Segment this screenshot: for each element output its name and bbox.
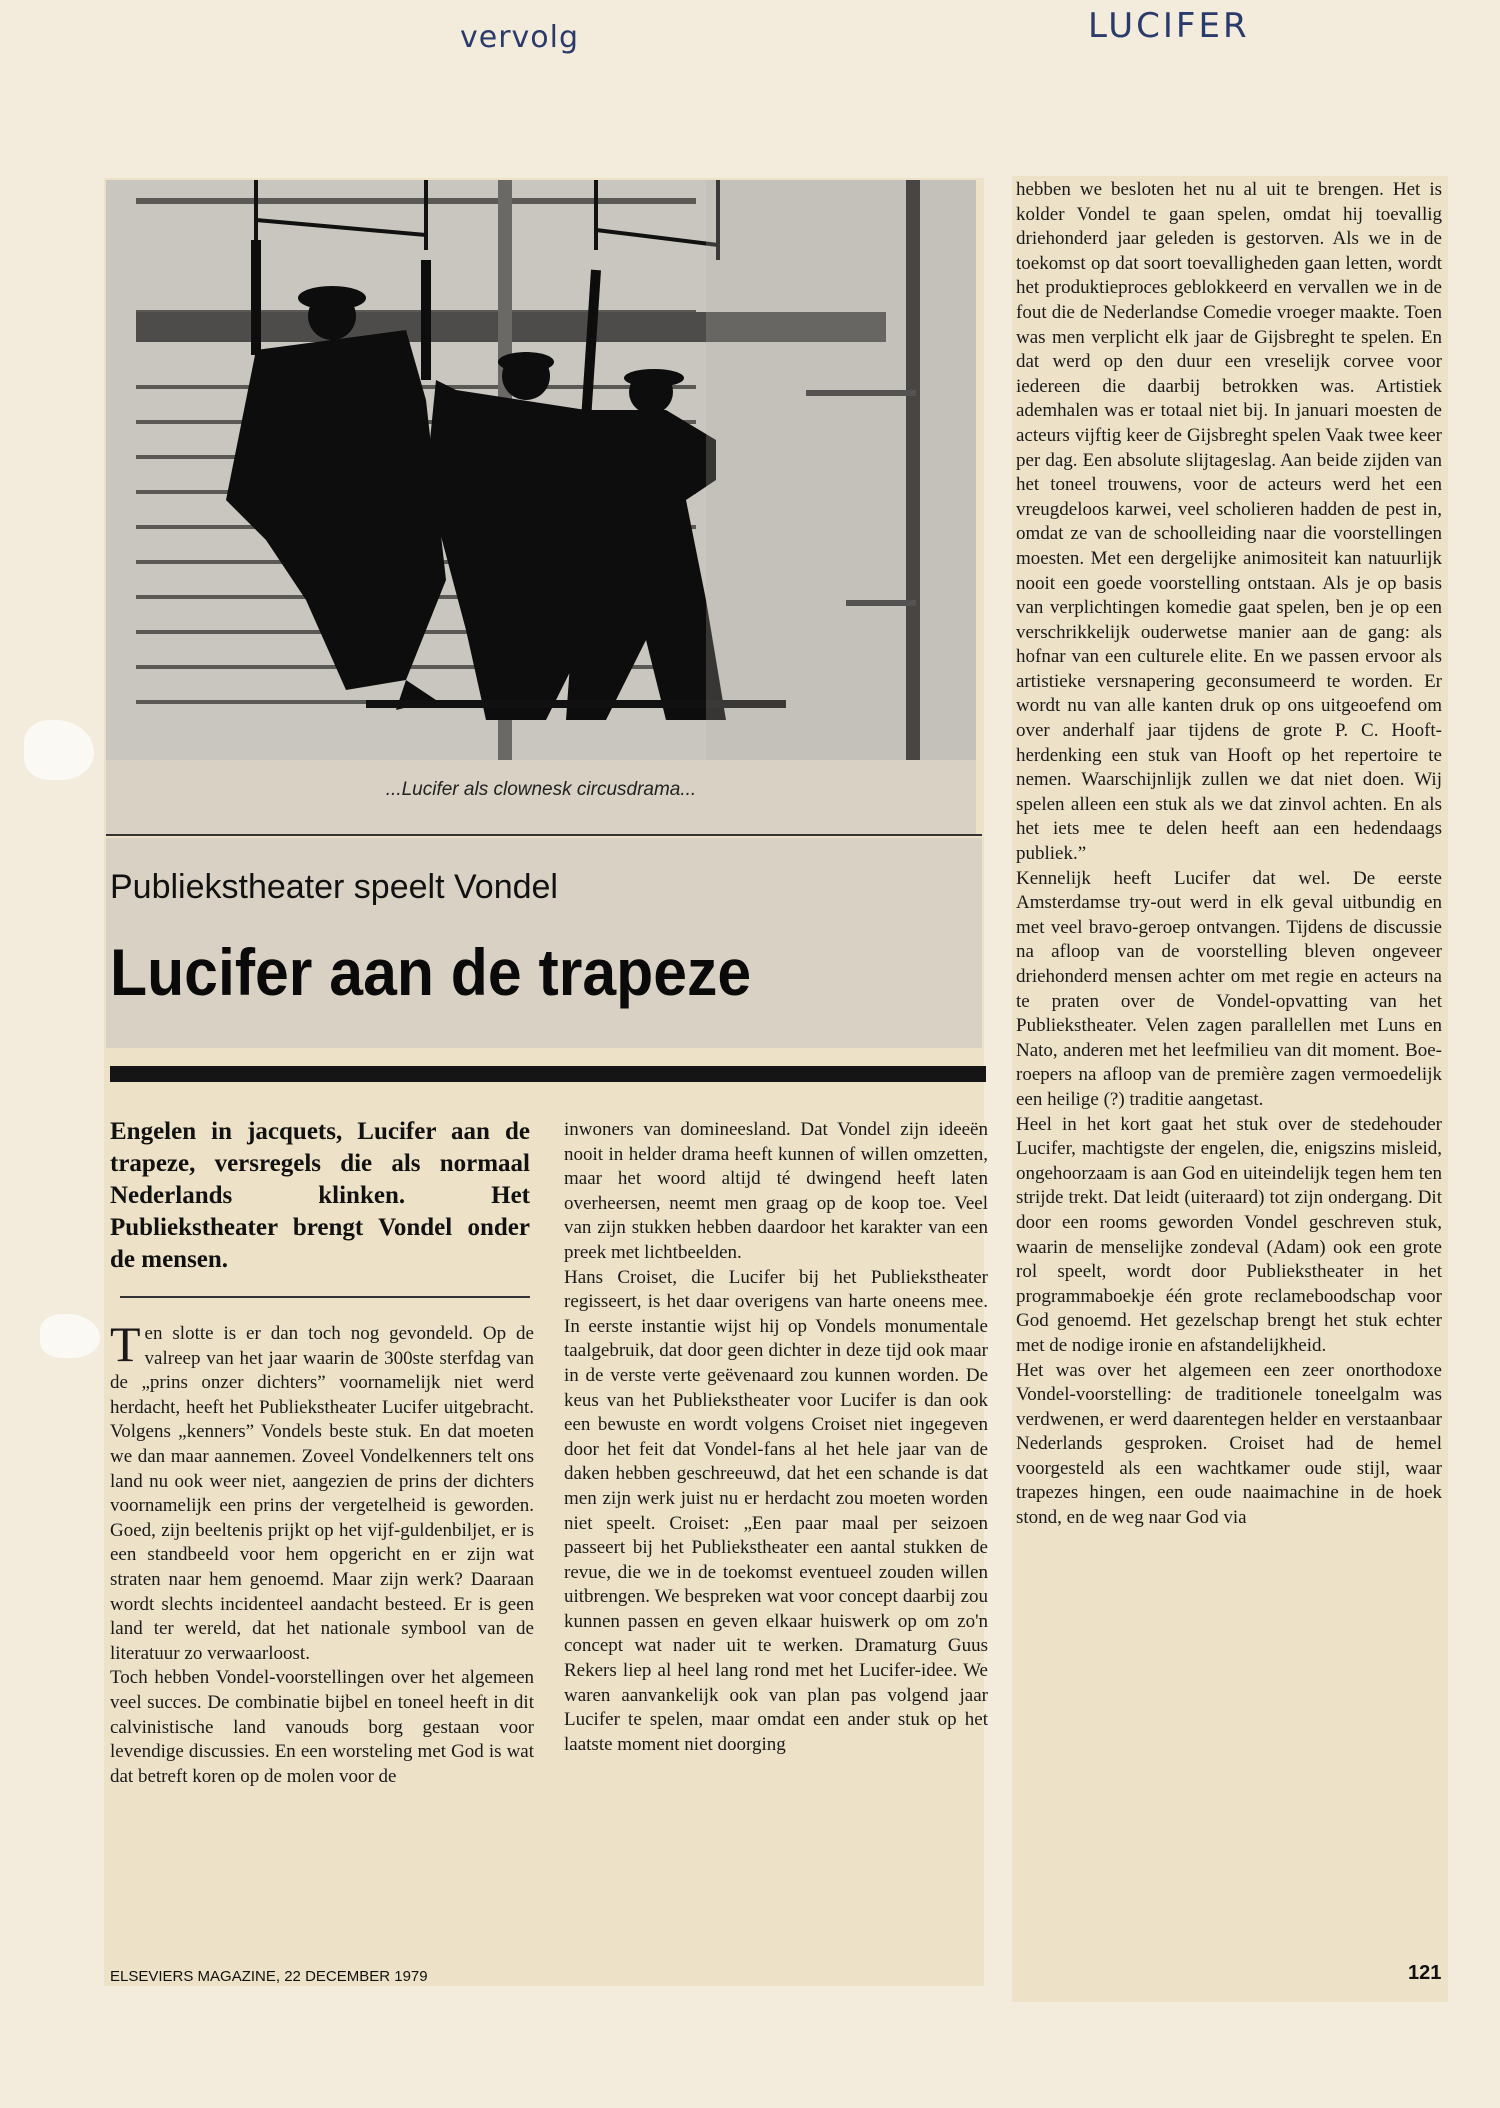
article-kicker: Publiekstheater speelt Vondel [110,868,558,906]
article-headline: Lucifer aan de trapeze [110,935,752,1009]
paragraph [110,1316,534,1666]
photo-trapeze-actors [106,180,976,760]
divider [120,1296,530,1298]
divider [106,834,982,836]
page-number: 121 [1408,1962,1442,1984]
magazine-footer: ELSEVIERS MAGAZINE, 22 DECEMBER 1979 [110,1968,428,1985]
photo-caption: ...Lucifer als clownesk circusdrama... [106,760,976,836]
handwritten-note-lucifer: LUCIFER [1088,6,1250,46]
paper-tear [40,1314,100,1358]
photo-illustration [106,180,976,760]
paragraph: Heel in het kort gaat het stuk over de stedehouder Lucifer, machtigste der engelen, die, enigszins misleid, ongehoorzaam is aan God en uiteindelijk tegen hem ten strijde trekt. Dat leidt (uiteraard) tot zijn ondergang. Dit door een rooms geworden Vondel geschreven stuk, waarin de menselijke zondeval (Adam) ook een grote rol speelt, wordt door Publiekstheater in het programmaboekje één grote reclameboodschap voor God genoemd. Het gezelschap brengt het stuk echter met de nodige ironie en afstandelijkheid. [1016,1113,1442,1356]
paragraph-text: en slotte is er dan toch nog gevondeld. Op de valreep van het jaar waarin de 300ste sterfdag van de „prins onzer dichters” voornamelijk niet werd herdacht, heeft het Publiekstheater Lucifer uitgebracht. Volgens „kenners” Vondels beste stuk. En dat moeten we dan maar aannemen. Zoveel Vondelkenners telt ons land nu ook weer niet, aangezien de prins der dichters voornamelijk een prins der vergetelheid is geworden. Goed, zijn beeltenis prijkt op het vijf-guldenbiljet, er is een standbeeld voor hem opgericht en er zijn wat straten naar hem genoemd. Maar zijn werk? Daaraan wordt slechts incidenteel aandacht besteed. Er is geen land ter wereld, dat het nationale symbool van de literatuur zo verwaarloost. [110,1323,534,1664]
paragraph: Kennelijk heeft Lucifer dat wel. De eerste Amsterdamse try-out werd in elk geval uitbundig en met veel bravo-geroep ontvangen. Tijdens de discussie na afloop van de voorstelling bleven ongeveer driehonderd mensen achter om met regie en acteurs na te praten over de Vondel-opvatting van het Publiekstheater. Velen zagen parallellen met Luns en Nato, anderen met het leefmilieu van dit moment. Boe-roepers na afloop van de première zagen vermoedelijk een heilige (?) traditie aangetast. [1016,867,1442,1110]
article-lede: Engelen in jacquets, Lucifer aan de trapeze, versregels die als normaal Nederlands klinken. Het Publiekstheater brengt Vondel onder de mensen. [110,1118,530,1273]
article-column-1 [110,1316,534,1789]
article-column-3 [1016,178,1442,1531]
paragraph: Hans Croiset, die Lucifer bij het Publiekstheater regisseert, is het daar overigens van harte oneens mee. In eerste instantie wijst hij op Vondels monumentale taalgebruik, dat door geen dichter in deze tijd ook maar in de verste verte geëvenaard zou kunnen worden. De keus van het Publiekstheater voor Lucifer is dan ook een bewuste en wordt volgens Croiset niet ingegeven door het feit dat Vondel-fans al het hele jaar van de daken hebben geschreeuwd, dat het een schande is dat men zijn werk juist nu er herdacht zou moeten worden niet speelt. Croiset: „Een paar maal per seizoen passeert bij het Publiekstheater een aantal stukken de revue, die we in de toekomst eventueel zouden willen uitbrengen. We bespreken wat voor concept daarbij zou kunnen passen en geven elkaar huiswerk op om zo'n concept wat nader uit te werken. Dramaturg Guus Rekers liep al heel lang rond met het Lucifer-idee. We waren aanvankelijk ook van plan pas volgend jaar Lucifer te spelen, maar omdat een ander stuk op het laatste moment niet doorging [564,1266,988,1755]
handwritten-note-vervolg: vervolg [460,20,580,55]
paragraph: Het was over het algemeen een zeer onorthodoxe Vondel-voorstelling: de traditionele toneelgalm was verdwenen, er werd daarentegen helder en verstaanbaar Nederlands gesproken. Croiset had de hemel voorgesteld als een wachtkamer oude stijl, waar trapezes hingen, een oude naaimachine in de hoek stond, en de weg naar God via [1016,1359,1442,1529]
paragraph: inwoners van domineesland. Dat Vondel zijn ideeën nooit in helder drama heeft kunnen of willen omzetten, maar het woord altijd té dwingend heeft laten overheersen, neemt men graag op de koop toe. Veel van zijn stukken hebben daardoor het karakter van een preek met lichtbeelden. [564,1119,988,1263]
paper-tear [24,720,94,780]
paragraph: Toch hebben Vondel-voorstellingen over het algemeen veel succes. De combinatie bijbel en toneel heeft in dit calvinistische land vanouds borg gestaan voor levendige discussies. En een worsteling met God is wat dat betreft koren op de molen voor de [110,1667,534,1787]
drop-cap: T [110,1316,141,1372]
divider-thick [110,1066,986,1082]
paragraph: hebben we besloten het nu al uit te brengen. Het is kolder Vondel te gaan spelen, omdat hij toevallig driehonderd jaar geleden is gestorven. Als we in de toekomst op dat soort toevalligheden gaan letten, wordt het produktieproces geblokkeerd en vervallen we in de fout die de Nederlandse Comedie vroeger maakte. Toen was men verplicht elk jaar de Gijsbreght te spelen. En dat werd op den duur een vreselijk corvee voor iedereen die daarbij betrokken was. Artistiek ademhalen was er totaal niet bij. In januari moesten de acteurs vijftig keer de Gijsbreght spelen Vaak twee keer per dag. Een absolute slijtageslag. Aan beide zijden van het toneel trouwens, voor de acteurs werd het een vreugdeloos karwei, veel scholieren hadden de pest in, omdat ze van de schoolleiding naar die voorstellingen moesten. Met een dergelijke animositeit kan natuurlijk nooit een goede voorstelling ontstaan. Als je op basis van verplichtingen komedie gaat spelen, ben je op een verschrikkelijk ouderwetse manier aan de gang: als hofnar van een culturele elite. En we passen ervoor als artistieke versnapering geconsumeerd te worden. Er wordt nu van alle kanten druk op ons uitgeoefend om over anderhalf jaar tijdens de grote P. C. Hooft-herdenking een stuk van Hooft op het repertoire te nemen. Waarschijnlijk zullen we dat niet doen. Wij spelen alleen een stuk als we dat zinvol achten. En als het iets mee te delen heeft aan een hedendaags publiek.” [1016,179,1442,865]
article-column-2 [564,1118,988,1757]
